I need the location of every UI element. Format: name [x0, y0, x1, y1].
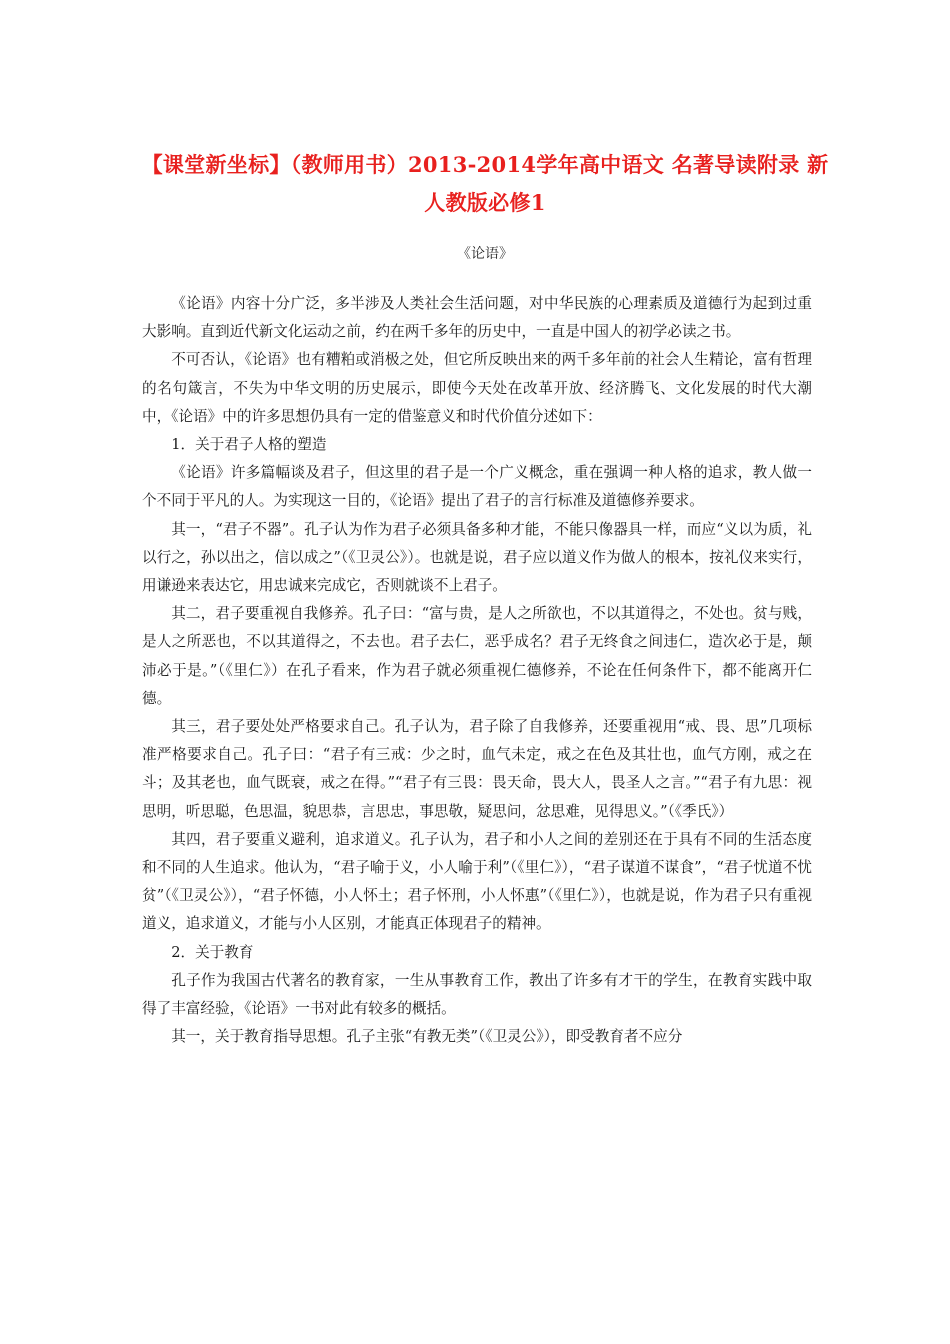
- paragraph: 其一，“君子不器”。孔子认为作为君子必须具备多种才能，不能只像器具一样，而应“义以为质，礼以行之，孙以出之，信以成之”（《卫灵公》）。也就是说，君子应以道义作为做人的根本，按礼仪来实行，用谦逊来表达它，用忠诚来完成它，否则就谈不上君子。: [142, 520, 812, 595]
- paragraph: 其三，君子要处处严格要求自己。孔子认为，君子除了自我修养，还要重视用“戒、畏、思”几项标准严格要求自己。孔子曰：“君子有三戒：少之时，血气未定，戒之在色及其壮也，血气方刚，戒之在斗；及其老也，血气既衰，戒之在得。”“君子有三畏：畏天命，畏大人，畏圣人之言。”“君子有九思：视思明，听思聪，色思温，貌思恭，言思忠，事思敬，疑思问，忿思难，见得思义。”（《季氏》）: [142, 718, 812, 820]
- document-title: 【课堂新坐标】（教师用书）2013-2014学年高中语文 名著导读附录 新人教版必修1: [141, 152, 829, 215]
- section-heading: 2．关于教育: [171, 943, 254, 961]
- paragraph: 《论语》内容十分广泛，多半涉及人类社会生活问题，对中华民族的心理素质及道德行为起到过重大影响。直到近代新文化运动之前，约在两千多年的历史中，一直是中国人的初学必读之书。: [142, 295, 812, 341]
- paragraph: 其四，君子要重义避利，追求道义。孔子认为，君子和小人之间的差别还在于具有不同的生活态度和不同的人生追求。他认为，“君子喻于义，小人喻于利”（《里仁》），“君子谋道不谋食”，“君子忧道不忧贫”（《卫灵公》），“君子怀德，小人怀土；君子怀刑，小人怀惠”（《里仁》），也就是说，作为君子只有重视道义，追求道义，才能与小人区别，才能真正体现君子的精神。: [142, 830, 812, 933]
- document-subtitle: 《论语》: [457, 246, 513, 262]
- document-body: [142, 290, 812, 1051]
- paragraph: 其二，君子要重视自我修养。孔子曰：“富与贵，是人之所欲也，不以其道得之，不处也。贫与贱，是人之所恶也，不以其道得之，不去也。君子去仁，恶乎成名？君子无终食之间违仁，造次必于是，颠沛必于是。”（《里仁》）在孔子看来，作为君子就必须重视仁德修养，不论在任何条件下，都不能离开仁德。: [142, 605, 812, 707]
- paragraph: 孔子作为我国古代著名的教育家，一生从事教育工作，教出了许多有才干的学生，在教育实践中取得了丰富经验，《论语》一书对此有较多的概括。: [142, 971, 812, 1018]
- paragraph: 其一，关于教育指导思想。孔子主张“有教无类”（《卫灵公》），即受教育者不应分: [171, 1028, 683, 1046]
- section-heading: 1．关于君子人格的塑造: [171, 436, 327, 454]
- paragraph: 《论语》许多篇幅谈及君子，但这里的君子是一个广义概念，重在强调一种人格的追求，教人做一个不同于平凡的人。为实现这一目的，《论语》提出了君子的言行标准及道德修养要求。: [142, 464, 812, 510]
- paragraph: 不可否认，《论语》也有糟粕或消极之处，但它所反映出来的两千多年前的社会人生精论，富有哲理的名句箴言，不失为中华文明的历史展示，即使今天处在改革开放、经济腾飞、文化发展的时代大潮中，《论语》中的许多思想仍具有一定的借鉴意义和时代价值分述如下：: [142, 351, 812, 425]
